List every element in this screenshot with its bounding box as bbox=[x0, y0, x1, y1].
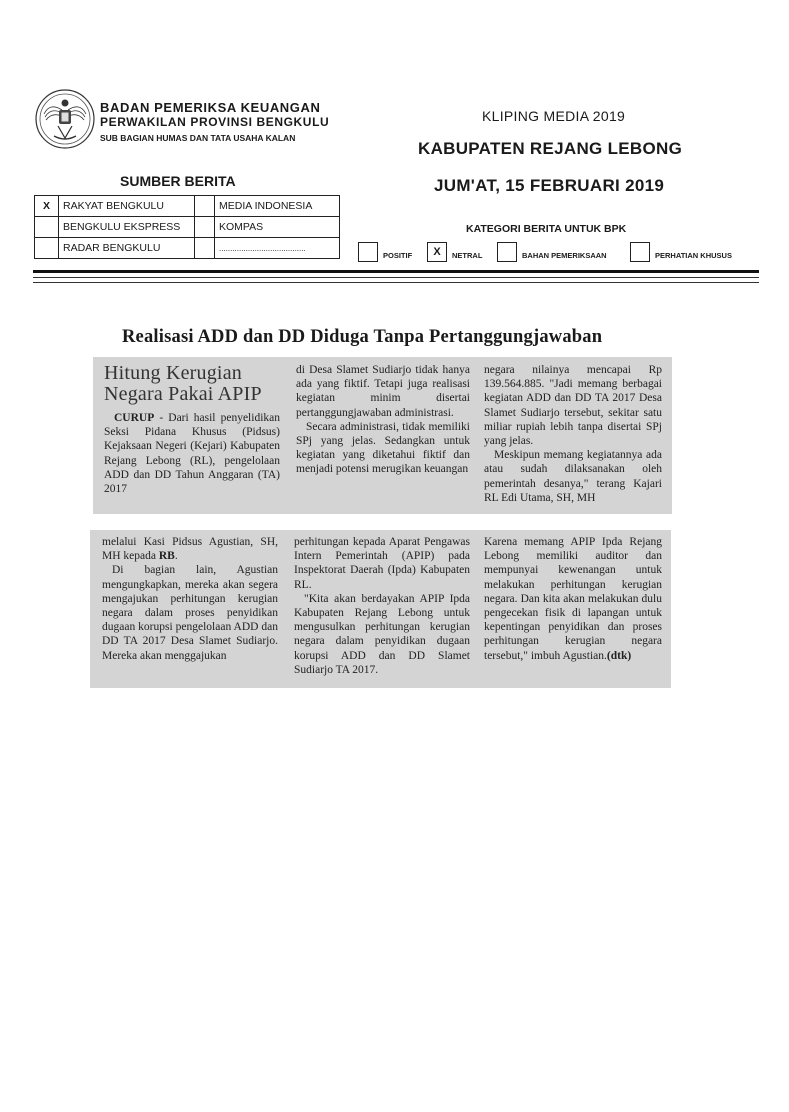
paragraph-text: - Dari hasil penyelidikan Seksi Pidana Khusus (Pidsus) Kejaksaan Negeri (Kejari) Kabupaten Rejang Lebong (RL), pengelolaan ADD dan DD Tahun Anggaran (TA) 2017 bbox=[104, 412, 280, 496]
article-column bbox=[104, 363, 280, 496]
article-paragraph bbox=[102, 535, 278, 563]
paragraph-text: . bbox=[174, 550, 178, 563]
source-name: MEDIA INDONESIA bbox=[215, 196, 340, 217]
category-bahan-pemeriksaan[interactable] bbox=[497, 242, 607, 262]
org-subdivision: SUB BAGIAN HUMAS DAN TATA USAHA KALAN bbox=[100, 133, 296, 143]
source-checkbox[interactable] bbox=[35, 238, 59, 259]
org-region: PERWAKILAN PROVINSI BENGKULU bbox=[100, 115, 330, 129]
kabupaten-title: KABUPATEN REJANG LEBONG bbox=[418, 139, 683, 158]
source-name: RAKYAT BENGKULU bbox=[59, 196, 195, 217]
paragraph-text: Karena memang APIP Ipda Rejang Lebong memiliki auditor dan mempunyai kewenangan untuk melakukan perhitungan kerugian negara. Dan kita akan melakukan dulu pengecekan fisik di lapangan untuk kepentingan penyidikan dan proses perhitungan kerugian negara tersebut," imbuh Agustian. bbox=[484, 536, 662, 662]
article-paragraph bbox=[484, 535, 662, 663]
table-row bbox=[35, 196, 340, 217]
source-checkbox[interactable] bbox=[195, 238, 215, 259]
article-subheadline bbox=[104, 363, 280, 405]
category-label: NETRAL bbox=[452, 251, 483, 260]
newspaper-abbrev: RB bbox=[158, 550, 175, 563]
divider bbox=[33, 282, 759, 283]
source-name: RADAR BENGKULU bbox=[59, 238, 195, 259]
byline: (dtk) bbox=[606, 649, 632, 662]
source-name: BENGKULU EKSPRESS bbox=[59, 217, 195, 238]
article-paragraph: di Desa Slamet Sudiarjo tidak hanya ada yang fiktif. Tetapi juga realisasi kegiatan minim disertai pertanggungjawaban administrasi. bbox=[296, 364, 470, 419]
source-checkbox[interactable] bbox=[195, 196, 215, 217]
article-column bbox=[484, 535, 662, 663]
category-label: PERHATIAN KHUSUS bbox=[655, 251, 732, 260]
category-positif[interactable] bbox=[358, 242, 412, 262]
article-column bbox=[294, 535, 470, 677]
publication-date: JUM'AT, 15 FEBRUARI 2019 bbox=[434, 176, 665, 195]
article-column bbox=[296, 363, 470, 477]
source-name: KOMPAS bbox=[215, 217, 340, 238]
source-checkbox[interactable]: X bbox=[35, 196, 59, 217]
article-paragraph: Di bagian lain, Agustian mengungkapkan, mereka akan segera mengajukan perhitungan kerugian negara dalam proses penyidikan dugaan korupsi pengelolaan ADD dan DD TA 2017 Desa Slamet Sudiarjo. Mereka akan menggajukan bbox=[102, 564, 278, 662]
category-checkbox[interactable] bbox=[497, 242, 517, 262]
subheadline-line: Hitung Kerugian bbox=[104, 362, 242, 384]
article-paragraph: "Kita akan berdayakan APIP Ipda Kabupaten Rejang Lebong untuk mengusulkan perhitungan kerugian negara dalam penyidikan dugaan korupsi ADD dan DD Slamet Sudiarjo TA 2017. bbox=[294, 592, 470, 676]
article-paragraph bbox=[104, 411, 280, 496]
divider bbox=[33, 270, 759, 273]
source-checkbox[interactable] bbox=[195, 217, 215, 238]
source-checkbox[interactable] bbox=[35, 217, 59, 238]
article-paragraph: Secara administrasi, tidak memiliki SPj yang jelas. Sedangkan untuk kegiatan yang diketahui fiktif dan menjadi potensi merugikan keuangan bbox=[296, 420, 470, 476]
category-label: BAHAN PEMERIKSAAN bbox=[522, 251, 607, 260]
dateline: CURUP bbox=[114, 412, 155, 424]
kategori-title: KATEGORI BERITA UNTUK BPK bbox=[466, 223, 627, 235]
divider bbox=[33, 277, 759, 278]
category-checkbox[interactable]: X bbox=[427, 242, 447, 262]
bpk-garuda-logo-icon bbox=[34, 88, 96, 150]
category-label: POSITIF bbox=[383, 251, 413, 260]
sumber-berita-table bbox=[34, 195, 340, 259]
category-checkbox[interactable] bbox=[358, 242, 378, 262]
org-name: BADAN PEMERIKSA KEUANGAN bbox=[100, 100, 321, 115]
article-column bbox=[484, 363, 662, 505]
table-row bbox=[35, 238, 340, 259]
subheadline-line: Negara Pakai APIP bbox=[104, 383, 262, 405]
sumber-berita-title: SUMBER BERITA bbox=[120, 173, 236, 189]
paragraph-text: melalui Kasi Pidsus Agustian, SH, MH kepada bbox=[102, 536, 278, 563]
table-row bbox=[35, 217, 340, 238]
category-checkbox[interactable] bbox=[630, 242, 650, 262]
category-netral[interactable] bbox=[427, 242, 482, 262]
article-paragraph: Meskipun memang kegiatannya ada atau sudah dilaksanakan oleh pemerintah desanya," terang Kajari RL Edi Utama, SH, MH bbox=[484, 449, 662, 504]
article-paragraph: negara nilainya mencapai Rp 139.564.885. "Jadi memang berbagai kegiatan ADD dan DD TA 2017 Desa Slamet Sudiarjo tersebut, sekitar satu miliar rupiah lebih tanpa disertai SPj yang jelas. bbox=[484, 364, 662, 448]
article-headline: Realisasi ADD dan DD Diduga Tanpa Pertanggungjawaban bbox=[122, 327, 603, 347]
article-paragraph: perhitungan kepada Aparat Pengawas Intern Pemerintah (APIP) pada Inspektorat Daerah (Ipda) Kabupaten RL. bbox=[294, 536, 470, 591]
source-blank-line: ....................................... bbox=[215, 238, 340, 259]
kliping-label: KLIPING MEDIA 2019 bbox=[482, 108, 626, 124]
article-column bbox=[102, 535, 278, 663]
organization-block bbox=[100, 100, 329, 145]
category-perhatian-khusus[interactable] bbox=[630, 242, 732, 262]
